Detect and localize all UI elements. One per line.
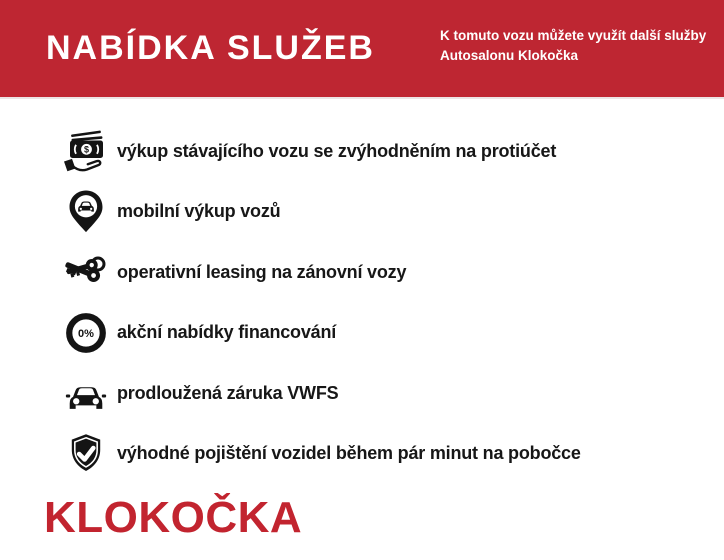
service-row-financing: [60, 303, 680, 364]
car-location-pin-icon: [60, 186, 112, 238]
service-label: akční nabídky financování: [117, 322, 337, 343]
service-label: operativní leasing na zánovní vozy: [117, 261, 407, 282]
zero-percent-icon: [60, 307, 112, 359]
header-subtitle-line1: K tomuto vozu můžete využít další služby: [440, 28, 707, 43]
header-subtitle: [440, 26, 720, 66]
page-title: NABÍDKA SLUŽEB: [46, 29, 375, 67]
header-banner: [0, 0, 724, 97]
svg-text:$: $: [83, 144, 90, 155]
service-label: výkup stávajícího vozu se zvýhodněním na protiúčet: [117, 140, 557, 161]
service-label: mobilní výkup vozů: [117, 201, 281, 222]
service-label: prodloužená záruka VWFS: [117, 382, 339, 403]
service-label: výhodné pojištění vozidel během pár minut na pobočce: [117, 443, 581, 464]
car-keys-icon: [60, 246, 112, 298]
service-row-leasing: [60, 242, 680, 303]
header-subtitle-line2: Autosalonu Klokočka: [440, 48, 579, 63]
service-row-warranty: [60, 363, 680, 424]
zero-percent-badge: 0%: [78, 327, 94, 340]
cash-in-hand-icon: [60, 125, 112, 177]
car-icon: [60, 367, 112, 419]
shield-check-icon: [60, 428, 112, 480]
service-row-insurance: [60, 424, 680, 485]
service-list: [60, 121, 680, 484]
service-row-trade-in: [60, 121, 680, 182]
service-row-mobile-buyout: [60, 182, 680, 243]
klokocka-logo: KLOKOČKA: [44, 493, 303, 542]
